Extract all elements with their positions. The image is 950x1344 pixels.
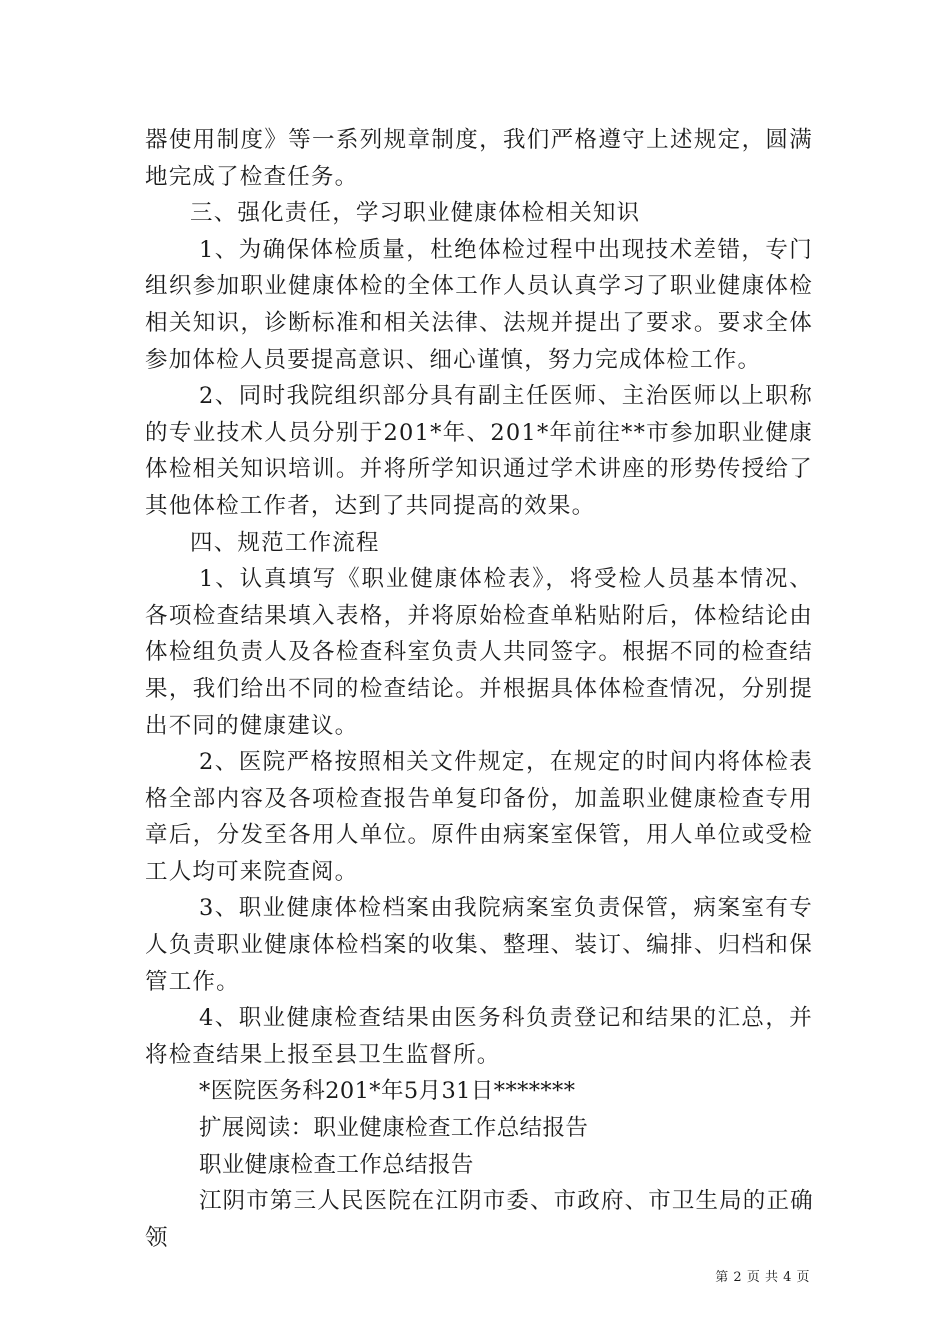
section-heading-4: 四、规范工作流程 bbox=[190, 529, 380, 556]
paragraph-3-1: 1、为确保体检质量，杜绝体检过程中出现技术差错，专门组织参加职业健康体检的全体工作人员认真学习了职业健康体检相关知识，诊断标准和相关法律、法规并提出了要求。要求全体参加体检人员要提高意识、细心谨慎，努力完成体检工作。 bbox=[145, 236, 813, 373]
page-number: 第 2 页 共 4 页 bbox=[715, 1270, 810, 1285]
paragraph-4-2: 2、医院严格按照相关文件规定，在规定的时间内将体检表格全部内容及各项检查报告单复印备份，加盖职业健康检查专用章后，分发至各用人单位。原件由病案室保管，用人单位或受检工人均可来院查阅。 bbox=[145, 749, 813, 885]
section-heading-3: 三、强化责任，学习职业健康体检相关知识 bbox=[190, 200, 641, 227]
paragraph-continuation: 器使用制度》等一系列规章制度，我们严格遵守上述规定，圆满地完成了检查任务。 bbox=[145, 127, 813, 190]
report-opening-line: 江阴市第三人民医院在江阴市委、市政府、市卫生局的正确领 bbox=[145, 1188, 813, 1251]
paragraph-4-3: 3、职业健康体检档案由我院病案室负责保管，病案室有专人负责职业健康体检档案的收集、整理、装订、编排、归档和保管工作。 bbox=[145, 895, 813, 995]
report-title-line: 职业健康检查工作总结报告 bbox=[199, 1151, 474, 1178]
paragraph-4-1: 1、认真填写《职业健康体检表》，将受检人员基本情况、各项检查结果填入表格，并将原始检查单粘贴附后，体检结论由体检组负责人及各检查科室负责人共同签字。根据不同的检查结果，我们给出不同的检查结论。并根据具体体检查情况，分别提出不同的健康建议。 bbox=[145, 566, 813, 739]
document-body bbox=[145, 122, 813, 1256]
paragraph-4-4: 4、职业健康检查结果由医务科负责登记和结果的汇总，并将检查结果上报至县卫生监督所。 bbox=[145, 1005, 813, 1068]
extended-reading-line: 扩展阅读：职业健康检查工作总结报告 bbox=[199, 1115, 589, 1142]
signature-date-line: *医院医务科201*年5月31日******* bbox=[199, 1078, 576, 1105]
paragraph-3-2: 2、同时我院组织部分具有副主任医师、主治医师以上职称的专业技术人员分别于201*年、201*年前往**市参加职业健康体检相关知识培训。并将所学知识通过学术讲座的形势传授给了其他体检工作者，达到了共同提高的效果。 bbox=[145, 383, 813, 519]
